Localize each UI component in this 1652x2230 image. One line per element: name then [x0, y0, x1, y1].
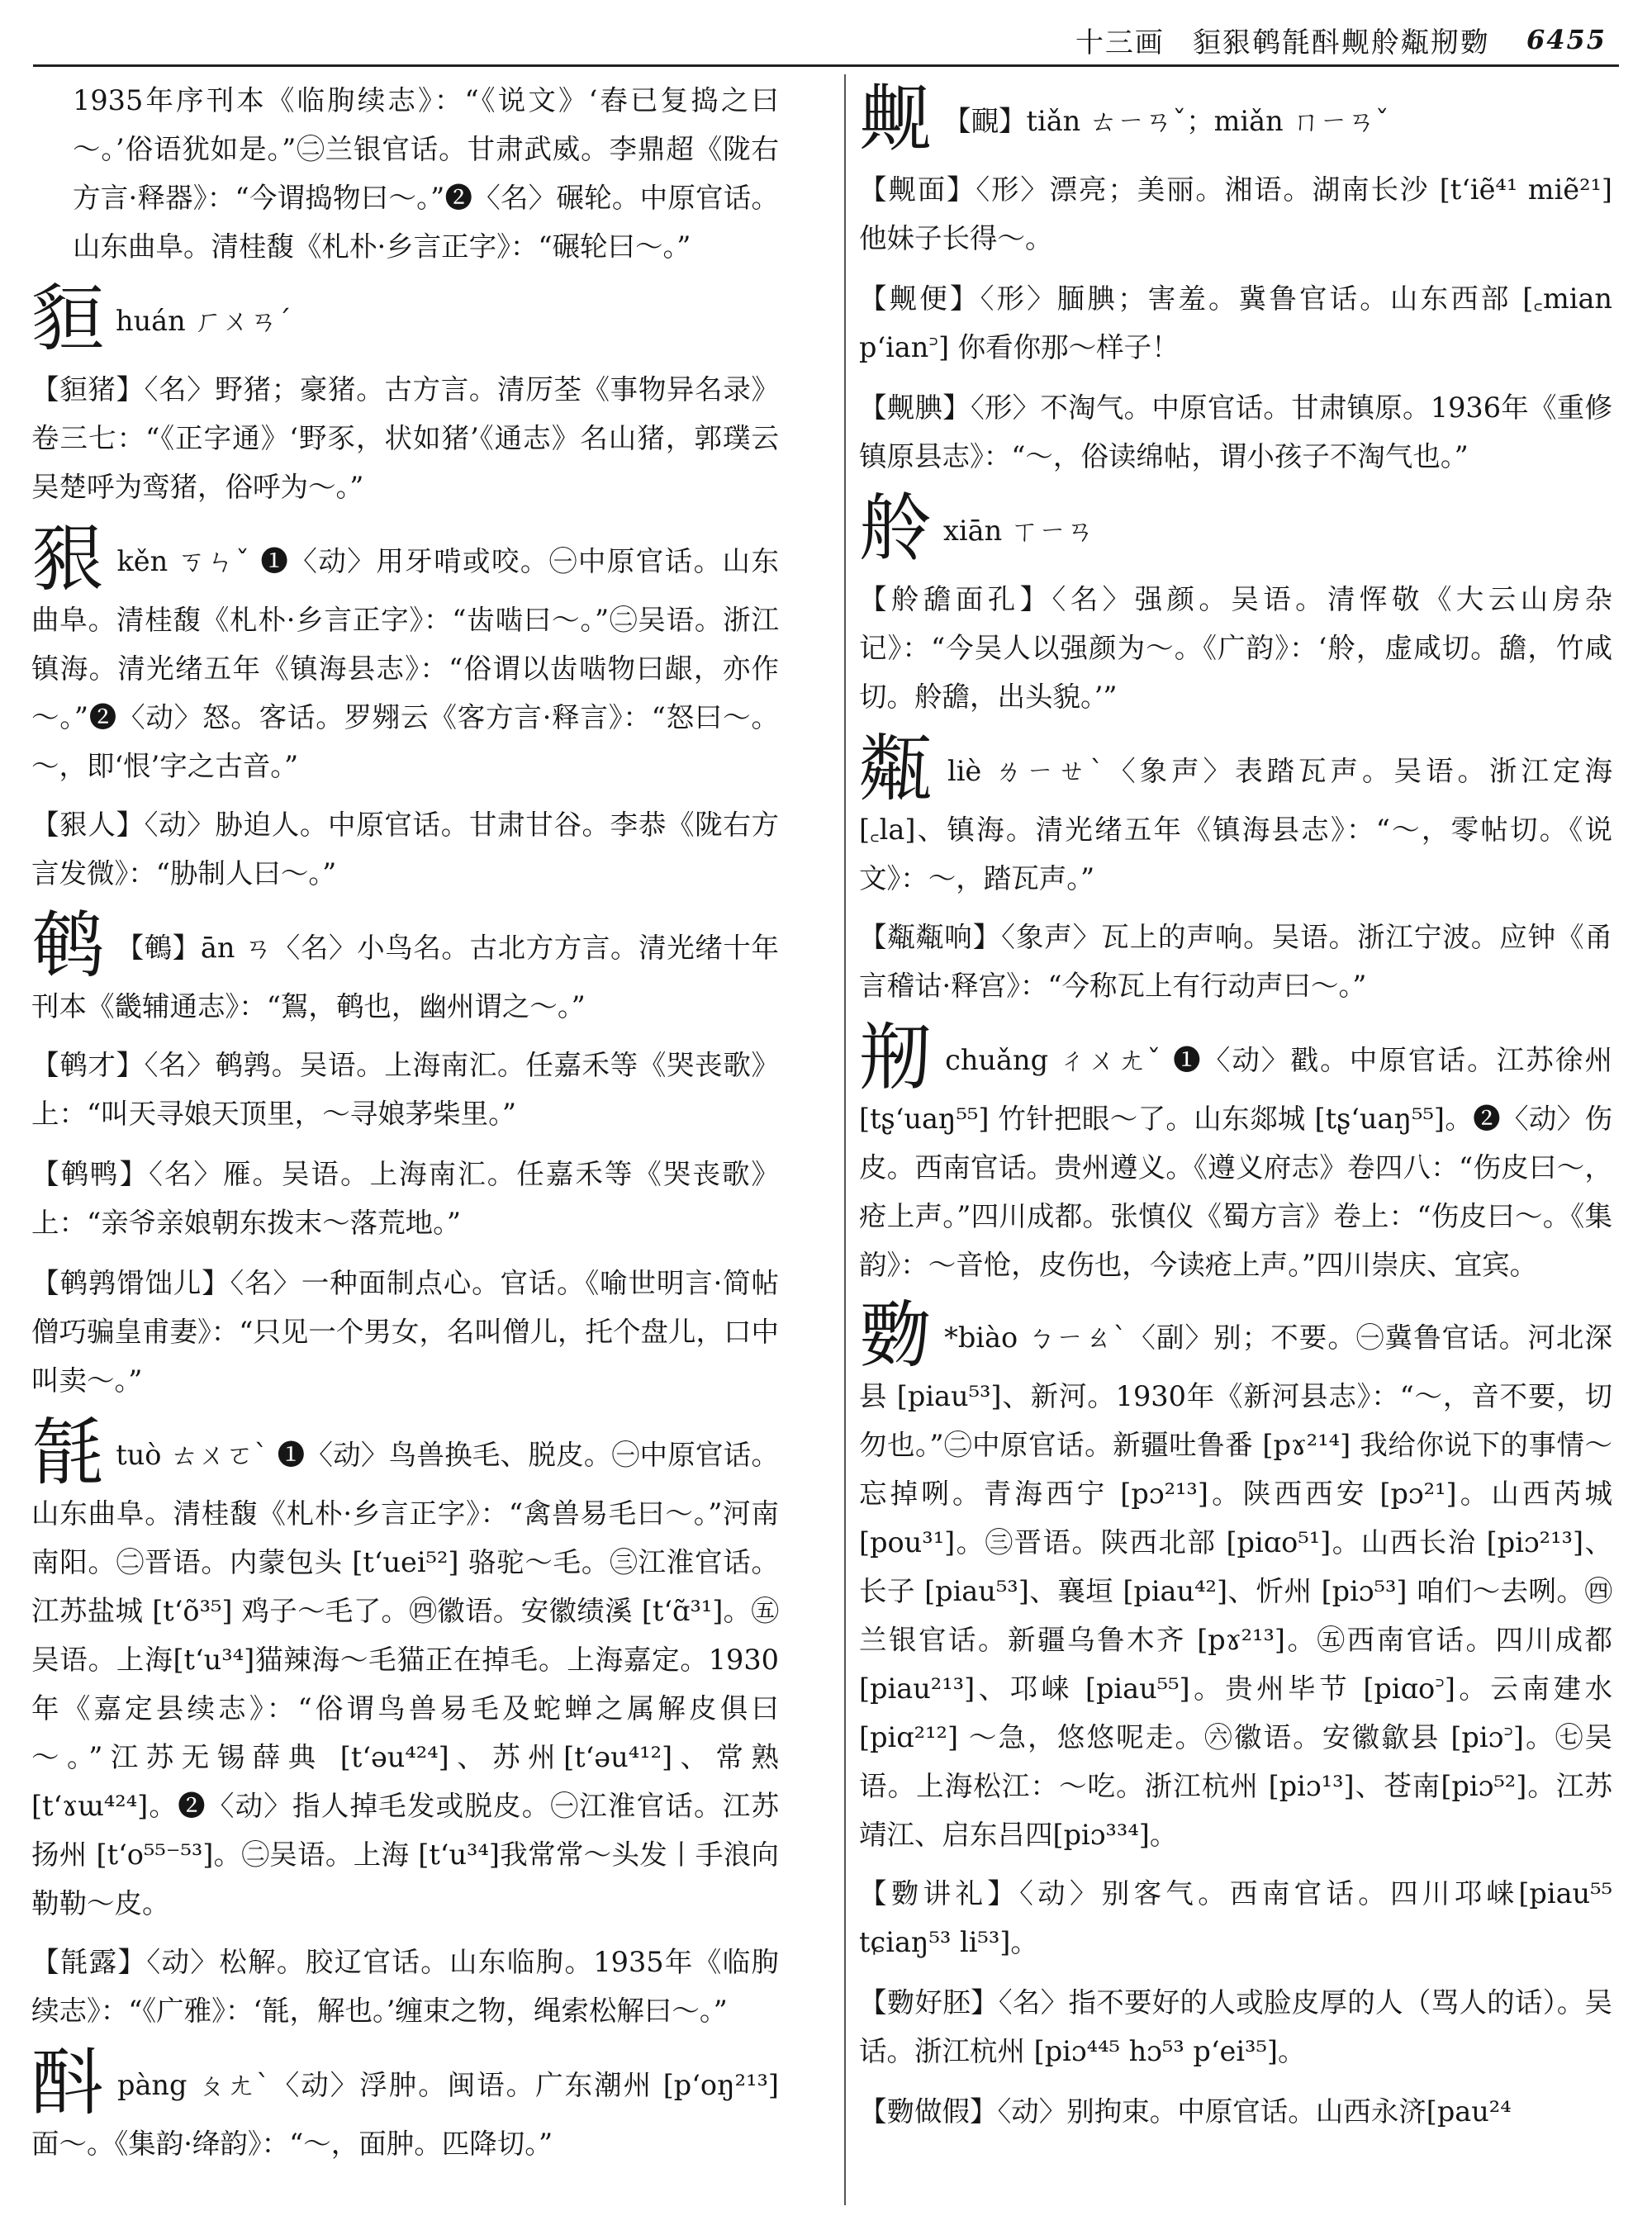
compound-entry: 【豤人】〈动〉胁迫人。中原官话。甘肃甘谷。李恭《陇右方言发微》：“胁制人曰～。” — [31, 809, 779, 890]
head-char-entry-tuo — [31, 1410, 779, 1928]
right-column — [859, 76, 1612, 2215]
head-char: 舲 — [859, 486, 933, 571]
continued-entry: 1935年序刊本《临朐续志》：“《说文》‘舂已复捣之曰～。’俗语犹如是。”㊁兰银官话。甘肃武威。李鼎超《陇右方言·释器》：“今谓捣物曰～。”❷〈名〉碾轮。中原官话。山东曲阜。清桂馥《札朴·乡言正字》：“碾轮曰～。” — [73, 84, 779, 263]
running-header — [1012, 18, 1607, 61]
compound-entry: 【鹌鸭】〈名〉雁。吴语。上海南汇。任嘉禾等《哭丧歌》上：“亲爷亲娘朝东拨末～落荒地。” — [31, 1158, 779, 1239]
head-char: 鹌 — [31, 903, 105, 988]
head-char: 甐 — [859, 726, 936, 811]
head-char-entry-biao — [859, 1293, 1612, 1859]
head-char: 剏 — [859, 1015, 934, 1100]
head-char-entry-huan — [31, 276, 779, 361]
head-char: 豤 — [31, 516, 106, 601]
head-char-body: huán ㄏㄨㄢˊ — [116, 305, 292, 337]
compound-entry: 【甐甐响】〈象声〉瓦上的声响。吴语。浙江宁波。应钟《甬言稽诂·释宫》：“今称瓦上有行动声曰～。” — [859, 921, 1612, 1002]
head-char-entry-an — [31, 903, 779, 1031]
compound-entry: 【毻露】〈动〉松解。胶辽官话。山东临朐。1935年《临朐续志》：“《广雅》：‘毻，解也。’缠束之物，绳索松解曰～。” — [31, 1946, 779, 2027]
compound-entry: 【觍面】〈形〉漂亮；美丽。湘语。湖南长沙 [t‘iẽ⁴¹ miẽ²¹] 他妹子长得～。 — [859, 173, 1612, 254]
compound-entry: 【舲舚面孔】〈名〉强颜。吴语。清恽敬《大云山房杂记》：“今吴人以强颜为～。《广韵》：‘舲，虚咸切。舚，竹咸切。舲舚，出头貌。’” — [859, 583, 1612, 713]
head-char-entry-xian — [859, 486, 1612, 571]
head-char: 酙 — [31, 2040, 106, 2125]
page-number: 6455 — [1526, 24, 1607, 55]
compound-entry: 【觍腆】〈形〉不淘气。中原官话。甘肃镇原。1936年《重修镇原县志》：“～，俗读绵帖，谓小孩子不淘气也。” — [859, 391, 1612, 472]
compound-entry: 【覅好胚】〈名〉指不要好的人或脸皮厚的人（骂人的话）。吴话。浙江杭州 [piɔ⁴⁴⁵ hɔ⁵³ p‘ei³⁵]。 — [859, 1986, 1612, 2067]
left-column — [31, 76, 779, 2215]
compound-entry: 【觍便】〈形〉腼腆；害羞。冀鲁官话。山东西部 [꜀mian p‘ian꜄] 你看你那～样子！ — [859, 282, 1612, 363]
head-char-body: chuǎng ㄔㄨㄤˇ ❶〈动〉戳。中原官话。江苏徐州 [tʂ‘uaŋ⁵⁵] 竹针把眼～了。山东郯城 [tʂ‘uaŋ⁵⁵]。❷〈动〉伤皮。西南官话。贵州遵义。《遵义府志》卷四八：“伤皮曰～，疮上声。”四川成都。张慎仪《蜀方言》卷上：“伤皮曰～。《集韵》：～音怆，皮伤也，今读疮上声。”四川崇庆、宜宾。 — [859, 1044, 1612, 1281]
compound-entry: 【覅做假】〈动〉别拘束。中原官话。山西永济[pau²⁴ — [859, 2095, 1512, 2128]
head-char: 觍 — [859, 76, 933, 161]
head-char-entry-lie — [859, 726, 1612, 903]
head-char-entry-ken — [31, 516, 779, 790]
head-char: 覅 — [859, 1293, 933, 1378]
compound-entry: 【貆猪】〈名〉野猪；豪猪。古方言。清厉荃《事物异名录》卷三七：“《正字通》‘野豕，状如猪’《通志》名山猪，郭璞云吴楚呼为鸾猪，俗呼为～。” — [31, 373, 779, 503]
head-char-body: 【靦】tiǎn ㄊㄧㄢˇ；miǎn ㄇㄧㄢˇ — [943, 105, 1389, 137]
column-divider — [844, 74, 846, 2205]
head-char: 毻 — [31, 1410, 105, 1495]
compound-entry: 【鹌鹑馉饳儿】〈名〉一种面制点心。官话。《喻世明言·简帖僧巧骗皇甫妻》：“只见一个男女，名叫僧儿，托个盘儿，口中叫卖～。” — [31, 1267, 779, 1397]
header-char-range: 貆豤鹌毻酙觍舲甐剏覅 — [1192, 26, 1490, 59]
head-char-entry-pang — [31, 2040, 779, 2168]
head-char-body: pàng ㄆㄤˋ〈动〉浮肿。闽语。广东潮州 [p‘oŋ²¹³] 面～。《集韵·绛韵》：“～，面肿。匹降切。” — [31, 2069, 779, 2160]
head-char-body: 【鵪】ān ㄢ〈名〉小鸟名。古北方方言。清光绪十年刊本《畿辅通志》：“鴽，鹌也，幽州谓之～。” — [31, 932, 779, 1022]
head-char-body: liè ㄌㄧㄝˋ〈象声〉表踏瓦声。吴语。浙江定海 [꜀la]、镇海。清光绪五年《镇海县志》：“～，零帖切。《说文》：～，踏瓦声。” — [859, 755, 1612, 894]
head-char-body: xiān ㄒㄧㄢ — [943, 515, 1094, 547]
head-char-entry-tian — [859, 76, 1612, 161]
head-char-body: tuò ㄊㄨㄛˋ ❶〈动〉鸟兽换毛、脱皮。㊀中原官话。山东曲阜。清桂馥《札朴·乡言正字》：“禽兽易毛曰～。”河南南阳。㊁晋语。内蒙包头 [t‘uei⁵²] 骆驼～毛。㊂江淮官话。江苏盐城 [t‘õ³⁵] 鸡子～毛了。㊃徽语。安徽绩溪 [t‘ɑ̃³¹]。㊄吴语。上海[t‘u³⁴]猫辣海～毛猫正在掉毛。上海嘉定。1930年《嘉定县续志》：“俗谓鸟兽易毛及蛇蝉之属解皮俱曰～。”江苏无锡薛典 [t‘əu⁴²⁴]、苏州[t‘əu⁴¹²]、常熟[t‘ɤɯ⁴²⁴]。❷〈动〉指人掉毛发或脱皮。㊀江淮官话。江苏扬州 [t‘o⁵⁵⁻⁵³]。㊁吴语。上海 [t‘u³⁴]我常常～头发丨手浪向勒勒～皮。 — [31, 1439, 779, 1919]
head-char-body: *biào ㄅㄧㄠˋ〈副〉别；不要。㊀冀鲁官话。河北深县 [piau⁵³]、新河。1930年《新河县志》：“～，音不要，切勿也。”㊁中原官话。新疆吐鲁番 [pɤ²¹⁴] 我给你说下的事情～忘掉咧。青海西宁 [pɔ²¹³]。陕西西安 [pɔ²¹]。山西芮城 [pou³¹]。㊂晋语。陕西北部 [piɑo⁵¹]。山西长治 [piɔ²¹³]、长子 [piau⁵³]、襄垣 [piau⁴²]、忻州 [piɔ⁵³] 咱们～去咧。㊃兰银官话。新疆乌鲁木齐 [pɤ²¹³]。㊄西南官话。四川成都 [piau²¹³]、邛崃 [piau⁵⁵]。贵州毕节 [piɑo꜄]。云南建水 [piɑ²¹²] ～急，悠悠呢走。㊅徽语。安徽歙县 [piɔ꜄]。㊆吴语。上海松江：～吃。浙江杭州 [piɔ¹³]、苍南[piɔ⁵²]。江苏靖江、启东吕四[piɔ³³⁴]。 — [859, 1321, 1612, 1851]
head-char-body: kěn ㄎㄣˇ ❶〈动〉用牙啃或咬。㊀中原官话。山东曲阜。清桂馥《札朴·乡言正字》：“齿啮曰～。”㊁吴语。浙江镇海。清光绪五年《镇海县志》：“俗谓以齿啮物曰龈，亦作～。”❷〈动〉怒。客话。罗翙云《客方言·释言》：“怒曰～。～，即‘恨’字之古音。” — [31, 545, 779, 782]
head-char-entry-chuang — [859, 1015, 1612, 1289]
compound-entry: 【鹌才】〈名〉鹌鹑。吴语。上海南汇。任嘉禾等《哭丧歌》上：“叫天寻娘天顶里，～寻娘茅柴里。” — [31, 1049, 779, 1130]
header-rule — [33, 64, 1619, 67]
compound-entry: 【覅讲礼】〈动〉别客气。西南官话。四川邛崃[piau⁵⁵ tɕiaŋ⁵³ li⁵³]。 — [859, 1877, 1612, 1958]
head-char: 貆 — [31, 276, 105, 361]
header-stroke-section: 十三画 — [1075, 26, 1165, 59]
